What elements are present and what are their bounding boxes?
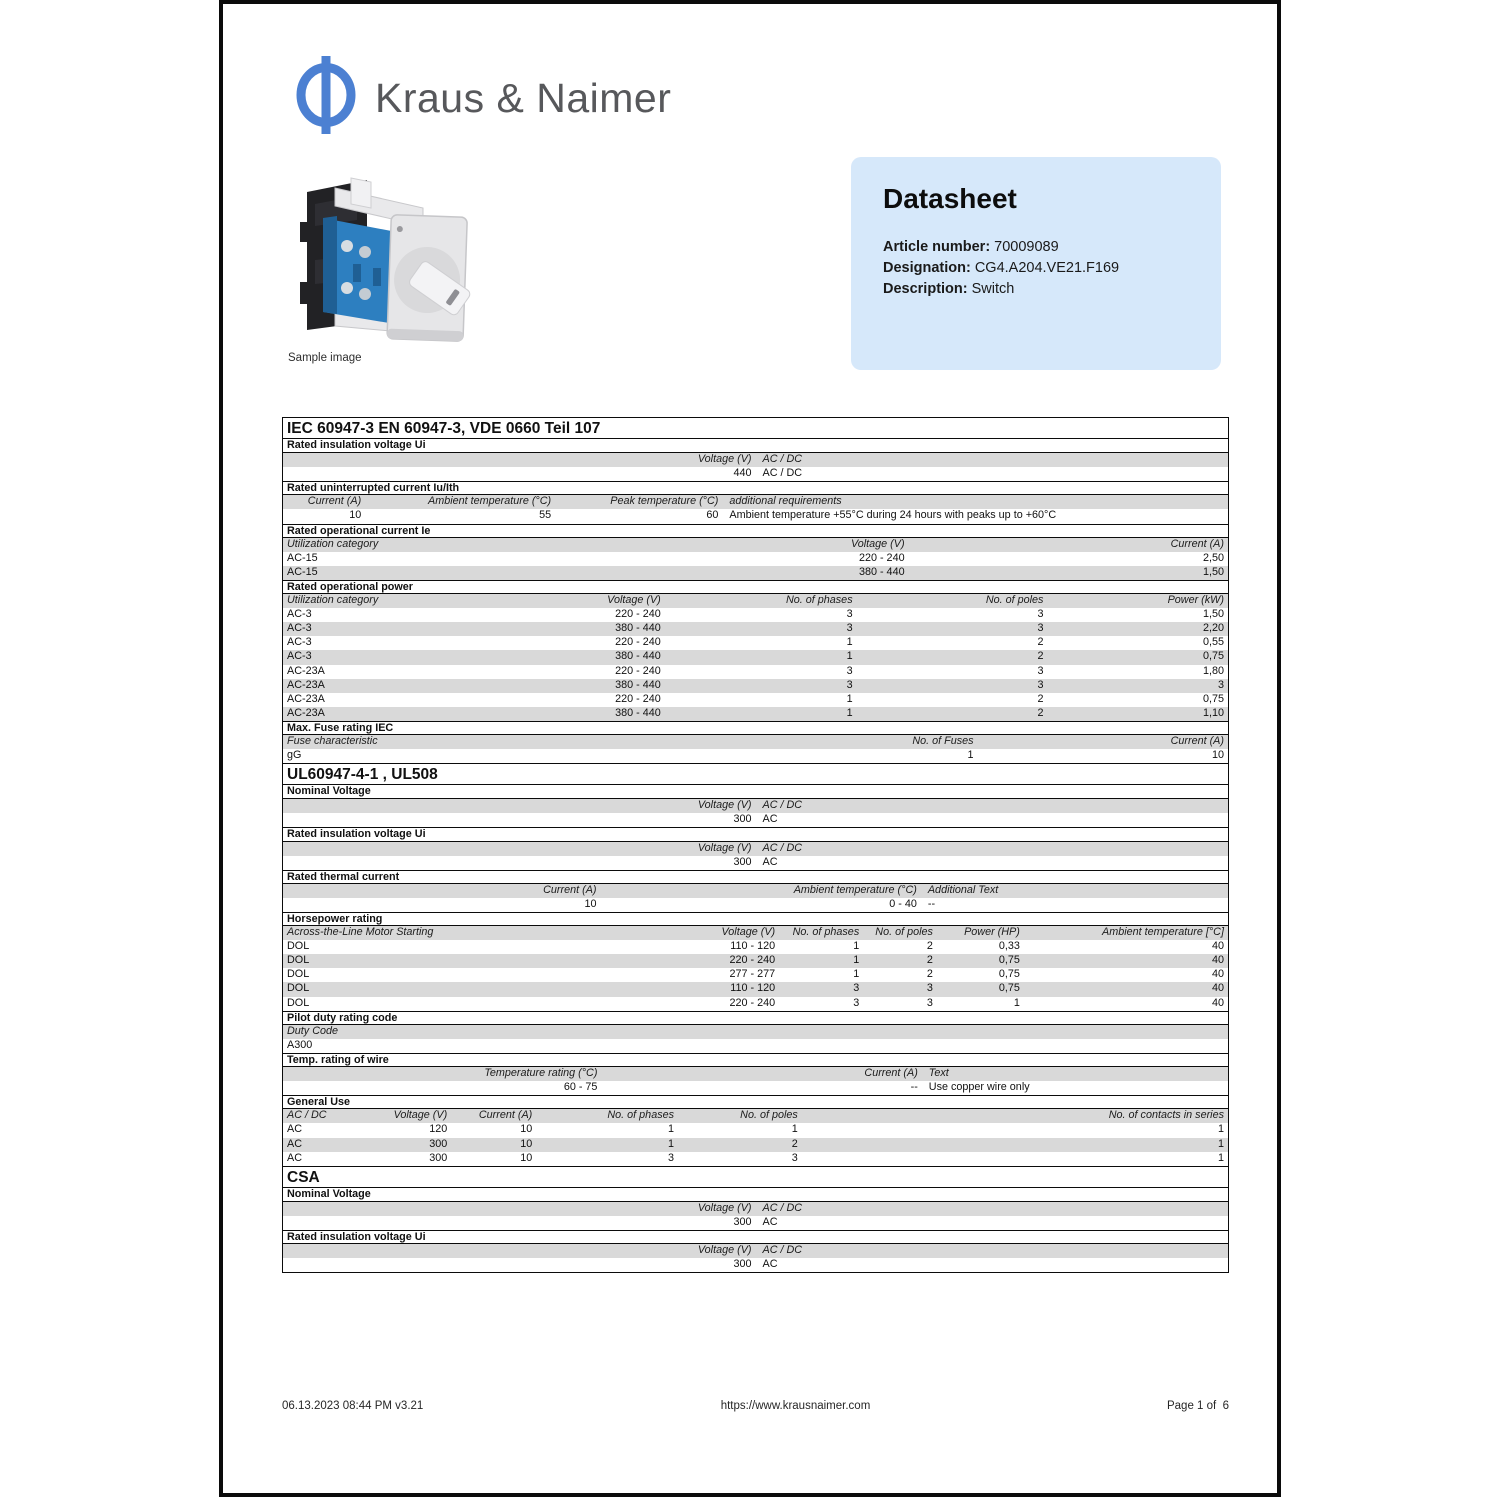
table-cell: Voltage (V) <box>697 1201 752 1214</box>
table-cell: Current (A) <box>864 1067 918 1080</box>
table-cell: 1,10 <box>1202 706 1224 719</box>
table-cell: 2 <box>1037 706 1044 719</box>
table-cell: Ambient temperature (°C) <box>428 495 552 508</box>
table-cell: 220 - 240 <box>615 608 661 621</box>
table-header-row <box>283 884 1228 898</box>
table-cell: AC <box>762 1258 778 1271</box>
table-cell: 1,50 <box>1202 608 1224 621</box>
table-cell: 1 <box>967 749 974 762</box>
datasheet-panel <box>851 157 1221 370</box>
table-cell: 1 <box>846 650 853 663</box>
table-cell: -- <box>927 897 936 910</box>
table-cell: No. of contacts in series <box>1108 1109 1224 1122</box>
table-cell: 0,75 <box>1202 692 1224 705</box>
table-cell: Voltage (V) <box>721 926 776 939</box>
table-cell: 10 <box>349 509 362 522</box>
table-cell: Text <box>928 1067 949 1080</box>
table-cell: 2,20 <box>1202 622 1224 635</box>
table-cell: 220 - 240 <box>615 664 661 677</box>
table-cell: Ambient temperature [°C] <box>1102 926 1224 939</box>
table-cell: 300 <box>429 1151 448 1164</box>
article-number-label: Article number: <box>883 239 991 255</box>
table-cell: 440 <box>733 467 752 480</box>
article-number-value: 70009089 <box>994 239 1059 255</box>
table-cell: 380 - 440 <box>858 565 905 578</box>
table-cell: DOL <box>287 982 310 995</box>
table-cell: AC-23A <box>287 664 325 677</box>
table-header-row <box>283 453 1228 467</box>
table-cell: No. of poles <box>875 926 933 939</box>
footer-page-number: Page 1 of 6 <box>1166 1400 1230 1412</box>
table-cell: 10 <box>1211 749 1224 762</box>
table-cell: 1 <box>1217 1151 1224 1164</box>
table-cell: 3 <box>1037 678 1044 691</box>
table-cell: 220 - 240 <box>729 996 776 1009</box>
table-cell: 1 <box>1217 1137 1224 1150</box>
footer-timestamp: 06.13.2023 08:44 PM v3.21 <box>282 1400 424 1412</box>
table-cell: DOL <box>287 996 310 1009</box>
table-cell: 3 <box>1037 608 1044 621</box>
table-cell: Use copper wire only <box>928 1081 1030 1094</box>
table-cell: 1 <box>846 692 853 705</box>
table-row <box>283 898 1228 912</box>
table-cell: 3 <box>853 996 860 1009</box>
table-cell: 120 <box>429 1123 448 1136</box>
table-cell: 2 <box>1037 636 1044 649</box>
table-row <box>283 749 1228 763</box>
phi-logo-icon <box>295 54 357 136</box>
table-cell: AC-23A <box>287 706 325 719</box>
table-cell: Voltage (V) <box>697 453 752 466</box>
table-cell: 110 - 120 <box>730 982 776 995</box>
designation-value: CG4.A204.VE21.F169 <box>974 260 1120 276</box>
table-cell: AC <box>762 855 778 868</box>
table-row <box>283 1138 1228 1152</box>
page-footer <box>282 1400 1229 1412</box>
table-cell: 0,75 <box>998 954 1020 967</box>
table-cell: Ambient temperature +55°C during 24 hours with peaks up to +60°C <box>729 509 1057 522</box>
table-cell: 1 <box>667 1137 674 1150</box>
table-cell: 10 <box>520 1123 533 1136</box>
table-cell: AC / DC <box>287 1109 327 1122</box>
table-cell: 2,50 <box>1202 551 1224 564</box>
table-cell: 220 - 240 <box>615 692 661 705</box>
table-cell: 2 <box>1037 650 1044 663</box>
table-header-row <box>283 735 1228 749</box>
table-cell: 220 - 240 <box>858 551 905 564</box>
table-cell: No. of poles <box>985 594 1044 607</box>
table-cell: Current (A) <box>1170 734 1224 747</box>
table-cell: Across-the-Line Motor Starting <box>287 926 434 939</box>
table-row <box>283 679 1228 693</box>
table-cell: 220 - 240 <box>729 954 776 967</box>
table-header-row <box>283 1067 1228 1081</box>
table-cell: 1 <box>667 1123 674 1136</box>
table-row <box>283 1152 1228 1166</box>
table-cell: Power (HP) <box>964 926 1020 939</box>
table-cell: 2 <box>926 940 933 953</box>
table-cell: additional requirements <box>729 495 842 508</box>
table-header-row <box>283 594 1228 608</box>
table-cell: AC / DC <box>762 1244 803 1257</box>
table-cell: 3 <box>1037 664 1044 677</box>
table-cell: AC-3 <box>287 650 312 663</box>
logo-text: Kraus & Naimer <box>375 74 672 121</box>
table-cell: 3 <box>846 678 853 691</box>
table-row <box>283 1258 1228 1272</box>
table-row <box>283 552 1228 566</box>
table-cell: AC / DC <box>762 453 803 466</box>
subsection-title-row: Temp. rating of wire <box>283 1053 1228 1067</box>
table-cell: AC / DC <box>762 467 803 480</box>
table-header-row <box>283 1244 1228 1258</box>
table-cell: A300 <box>287 1038 313 1051</box>
table-header-row <box>283 926 1228 940</box>
table-cell: 300 <box>429 1137 448 1150</box>
table-row <box>283 982 1228 996</box>
table-cell: 0,75 <box>1202 650 1224 663</box>
table-cell: 3 <box>846 622 853 635</box>
subsection-title-row: Horsepower rating <box>283 912 1228 926</box>
table-row <box>283 1081 1228 1095</box>
table-cell: 40 <box>1211 940 1224 953</box>
article-number-line <box>883 237 1189 258</box>
table-row <box>283 940 1228 954</box>
table-cell: Duty Code <box>287 1024 339 1037</box>
table-cell: AC <box>287 1137 302 1150</box>
table-cell: 300 <box>733 813 752 826</box>
table-row <box>283 665 1228 679</box>
description-label: Description: <box>883 281 968 297</box>
subsection-title-row: Rated insulation voltage Ui <box>283 1230 1228 1244</box>
table-cell: 3 <box>926 982 933 995</box>
table-cell: Power (kW) <box>1167 594 1224 607</box>
table-row <box>283 608 1228 622</box>
table-header-row <box>283 1202 1228 1216</box>
section-title-row: CSA <box>283 1166 1228 1188</box>
description-line <box>883 279 1189 300</box>
table-cell: 1 <box>846 706 853 719</box>
table-cell: No. of Fuses <box>912 734 974 747</box>
kraus-naimer-logo <box>295 54 671 136</box>
table-cell: 40 <box>1211 954 1224 967</box>
table-cell: AC <box>762 813 778 826</box>
table-cell: Voltage (V) <box>607 594 661 607</box>
table-cell: 1 <box>853 968 860 981</box>
description-value: Switch <box>971 281 1015 297</box>
table-cell: 380 - 440 <box>615 706 661 719</box>
table-cell: AC-15 <box>287 565 318 578</box>
table-header-row <box>283 538 1228 552</box>
table-cell: 10 <box>520 1151 533 1164</box>
subsection-title-row: Rated operational current Ie <box>283 524 1228 538</box>
table-cell: 3 <box>791 1151 798 1164</box>
table-cell: 2 <box>926 954 933 967</box>
designation-label: Designation: <box>883 260 971 276</box>
table-cell: Voltage (V) <box>697 841 752 854</box>
subsection-title-row: Rated insulation voltage Ui <box>283 439 1228 453</box>
table-cell: Voltage (V) <box>697 1244 752 1257</box>
table-row <box>283 650 1228 664</box>
table-cell: 2 <box>926 968 933 981</box>
table-cell: 110 - 120 <box>730 940 776 953</box>
table-cell: 60 <box>706 509 719 522</box>
table-cell: 1 <box>846 636 853 649</box>
table-cell: 3 <box>1217 678 1224 691</box>
subsection-title-row: Rated uninterrupted current Iu/Ith <box>283 481 1228 495</box>
table-cell: 0,75 <box>998 968 1020 981</box>
table-cell: Current (A) <box>1170 537 1224 550</box>
table-cell: gG <box>287 749 302 762</box>
table-cell: AC / DC <box>762 841 803 854</box>
table-header-row <box>283 1025 1228 1039</box>
table-cell: 0,75 <box>998 982 1020 995</box>
table-row <box>283 566 1228 580</box>
table-row <box>283 622 1228 636</box>
table-cell: DOL <box>287 940 310 953</box>
table-cell: 1 <box>853 954 860 967</box>
table-cell: 40 <box>1211 996 1224 1009</box>
table-cell: Current (A) <box>478 1109 533 1122</box>
table-row <box>283 509 1228 523</box>
sample-image-caption: Sample image <box>288 352 362 364</box>
table-cell: Voltage (V) <box>697 799 752 812</box>
table-cell: AC <box>762 1215 778 1228</box>
table-cell: AC <box>287 1123 302 1136</box>
designation-line <box>883 258 1189 279</box>
table-cell: 3 <box>1037 622 1044 635</box>
table-cell: AC-15 <box>287 551 318 564</box>
table-cell: 300 <box>733 1215 752 1228</box>
table-cell: AC / DC <box>762 799 803 812</box>
table-cell: 1 <box>791 1123 798 1136</box>
spec-table <box>282 417 1229 1273</box>
table-row <box>283 997 1228 1011</box>
table-cell: AC <box>287 1151 302 1164</box>
table-row <box>283 636 1228 650</box>
table-row <box>283 968 1228 982</box>
table-cell: -- <box>910 1081 918 1094</box>
table-cell: 277 - 277 <box>729 968 776 981</box>
table-cell: 10 <box>520 1137 533 1150</box>
table-cell: 0 - 40 <box>889 897 917 910</box>
table-row <box>283 467 1228 481</box>
datasheet-page <box>219 0 1281 1497</box>
subsection-title-row: Nominal Voltage <box>283 1188 1228 1202</box>
table-cell: 10 <box>584 897 597 910</box>
subsection-title-row: General Use <box>283 1095 1228 1109</box>
table-cell: No. of phases <box>792 926 860 939</box>
subsection-title-row: Rated operational power <box>283 580 1228 594</box>
table-cell: AC / DC <box>762 1201 803 1214</box>
product-sample-image <box>295 160 473 350</box>
table-cell: 3 <box>667 1151 674 1164</box>
table-cell: 40 <box>1211 982 1224 995</box>
table-header-row <box>283 1109 1228 1123</box>
table-cell: Additional Text <box>927 883 999 896</box>
table-cell: AC-3 <box>287 608 312 621</box>
table-cell: DOL <box>287 968 310 981</box>
table-row <box>283 1216 1228 1230</box>
table-row <box>283 954 1228 968</box>
table-cell: 1 <box>853 940 860 953</box>
table-row <box>283 693 1228 707</box>
table-row <box>283 1123 1228 1137</box>
table-cell: 0,33 <box>998 940 1020 953</box>
table-cell: 300 <box>733 855 752 868</box>
table-cell: 3 <box>846 608 853 621</box>
table-cell: Current (A) <box>307 495 362 508</box>
table-cell: Current (A) <box>543 883 597 896</box>
table-cell: 40 <box>1211 968 1224 981</box>
subsection-title-row: Rated thermal current <box>283 870 1228 884</box>
table-cell: 1 <box>1013 996 1020 1009</box>
subsection-title-row: Max. Fuse rating IEC <box>283 721 1228 735</box>
subsection-title-row: Nominal Voltage <box>283 785 1228 799</box>
table-header-row <box>283 495 1228 509</box>
table-cell: 55 <box>539 509 552 522</box>
table-cell: Fuse characteristic <box>287 734 378 747</box>
table-header-row <box>283 799 1228 813</box>
table-cell: 3 <box>853 982 860 995</box>
table-cell: Voltage (V) <box>850 537 905 550</box>
table-cell: 2 <box>791 1137 798 1150</box>
table-row <box>283 707 1228 721</box>
table-cell: Utilization category <box>287 537 379 550</box>
table-cell: 380 - 440 <box>615 678 661 691</box>
table-cell: 1,80 <box>1202 664 1224 677</box>
table-row <box>283 1039 1228 1053</box>
section-title-row: IEC 60947-3 EN 60947-3, VDE 0660 Teil 107 <box>283 417 1228 439</box>
table-cell: 1,50 <box>1202 565 1224 578</box>
subsection-title-row: Rated insulation voltage Ui <box>283 827 1228 841</box>
table-row <box>283 813 1228 827</box>
table-cell: AC-3 <box>287 622 312 635</box>
table-cell: 300 <box>733 1258 752 1271</box>
subsection-title-row: Pilot duty rating code <box>283 1011 1228 1025</box>
table-cell: 380 - 440 <box>615 622 661 635</box>
table-cell: 60 - 75 <box>563 1081 598 1094</box>
footer-url: https://www.krausnaimer.com <box>720 1400 871 1412</box>
table-cell: 0,55 <box>1202 636 1224 649</box>
table-cell: Temperature rating (°C) <box>484 1067 598 1080</box>
table-cell: No. of phases <box>607 1109 674 1122</box>
table-cell: AC-23A <box>287 692 325 705</box>
table-row <box>283 856 1228 870</box>
table-cell: Ambient temperature (°C) <box>793 883 917 896</box>
table-cell: Voltage (V) <box>393 1109 448 1122</box>
table-cell: 3 <box>926 996 933 1009</box>
table-cell: AC-23A <box>287 678 325 691</box>
table-cell: 1 <box>1217 1123 1224 1136</box>
table-header-row <box>283 842 1228 856</box>
table-cell: 3 <box>846 664 853 677</box>
section-title-row: UL60947-4-1 , UL508 <box>283 763 1228 785</box>
table-cell: 220 - 240 <box>615 636 661 649</box>
table-cell: 380 - 440 <box>615 650 661 663</box>
table-cell: DOL <box>287 954 310 967</box>
table-cell: Utilization category <box>287 594 379 607</box>
table-cell: 2 <box>1037 692 1044 705</box>
table-cell: Peak temperature (°C) <box>610 495 719 508</box>
table-cell: AC-3 <box>287 636 312 649</box>
table-cell: No. of poles <box>740 1109 798 1122</box>
datasheet-title: Datasheet <box>883 183 1017 214</box>
table-cell: No. of phases <box>785 594 853 607</box>
